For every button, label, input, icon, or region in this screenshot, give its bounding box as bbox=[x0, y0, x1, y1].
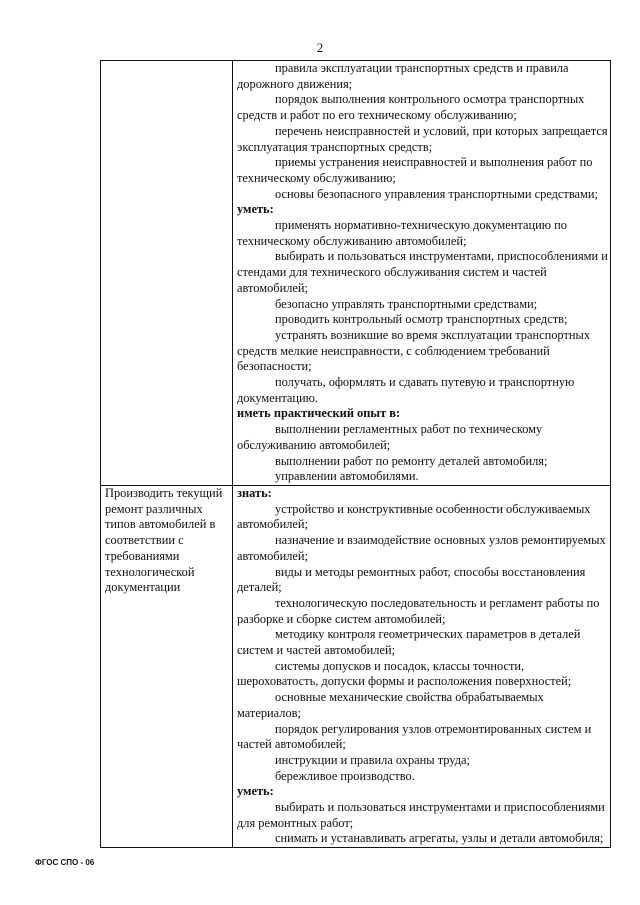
competency-cell bbox=[101, 485, 233, 847]
requirement-item: перечень неисправностей и условий, при которых запрещается эксплуатация транспортных средств; bbox=[237, 123, 608, 154]
requirement-item: устройство и конструктивные особенности обслуживаемых автомобилей; bbox=[237, 501, 591, 532]
requirement-item: технологическую последовательность и регламент работы по разборке и сборке систем автомобилей; bbox=[237, 595, 600, 626]
requirement-item: бережливое производство. bbox=[275, 768, 415, 783]
requirement-item: правила эксплуатации транспортных средств и правила дорожного движения; bbox=[237, 61, 569, 91]
requirements-cell bbox=[233, 485, 611, 847]
requirements-cell bbox=[233, 61, 611, 486]
requirement-item: методику контроля геометрических параметров в деталей систем и частей автомобилей; bbox=[237, 627, 581, 658]
requirement-item: выполнении работ по ремонту деталей автомобиля; bbox=[275, 453, 548, 468]
requirement-item: получать, оформлять и сдавать путевую и транспортную документацию. bbox=[237, 375, 575, 405]
competency-table bbox=[100, 60, 611, 848]
requirement-item: применять нормативно-техническую документацию по техническому обслуживанию автомобилей; bbox=[237, 218, 567, 248]
requirement-item: выбирать и пользоваться инструментами, приспособлениями и стендами для технического обслуживания систем и частей автомобилей; bbox=[237, 249, 608, 295]
requirement-item: снимать и устанавливать агрегаты, узлы и детали автомобиля; bbox=[275, 831, 604, 846]
requirement-item: основы безопасного управления транспортными средствами; bbox=[275, 186, 598, 201]
section-heading: знать: bbox=[237, 485, 272, 500]
requirement-item: приемы устранения неисправностей и выполнения работ по техническому обслуживанию; bbox=[237, 155, 593, 185]
page-number: 2 bbox=[316, 40, 324, 55]
requirement-item: безопасно управлять транспортными средствами; bbox=[275, 296, 538, 311]
table-row bbox=[101, 61, 611, 486]
requirement-item: виды и методы ремонтных работ, способы восстановления деталей; bbox=[237, 564, 586, 595]
requirement-item: инструкции и правила охраны труда; bbox=[275, 752, 470, 767]
requirement-item: проводить контрольный осмотр транспортных средств; bbox=[275, 312, 568, 327]
requirement-item: назначение и взаимодействие основных узлов ремонтируемых автомобилей; bbox=[237, 533, 606, 563]
requirement-item: системы допусков и посадок, классы точности, шероховатость, допуски формы и расположения поверхностей; bbox=[237, 658, 572, 689]
section-heading: уметь: bbox=[237, 784, 274, 799]
requirement-item: выбирать и пользоваться инструментами и приспособлениями для ремонтных работ; bbox=[237, 800, 605, 830]
requirement-item: порядок регулирования узлов отремонтированных систем и частей автомобилей; bbox=[237, 721, 592, 752]
section-heading: иметь практический опыт в: bbox=[237, 406, 401, 421]
footer-label: ФГОС СПО - 06 bbox=[35, 858, 95, 867]
requirement-item: выполнении регламентных работ по техническому обслуживанию автомобилей; bbox=[237, 422, 543, 452]
requirement-item: управлении автомобилями. bbox=[275, 469, 419, 484]
competency-cell bbox=[101, 61, 233, 486]
requirement-item: устранять возникшие во время эксплуатации транспортных средств мелкие неисправности, с соблюдением требований безопасности; bbox=[237, 327, 591, 374]
requirement-item: основные механические свойства обрабатываемых материалов; bbox=[237, 690, 544, 720]
table-row bbox=[101, 485, 611, 847]
competency-title: Производить текущий ремонт различных типов автомобилей в соответствии с требованиями технологической документации bbox=[105, 485, 223, 595]
section-heading: уметь: bbox=[237, 202, 274, 217]
requirement-item: порядок выполнения контрольного осмотра транспортных средств и работ по его техническому обслуживанию; bbox=[237, 92, 585, 123]
